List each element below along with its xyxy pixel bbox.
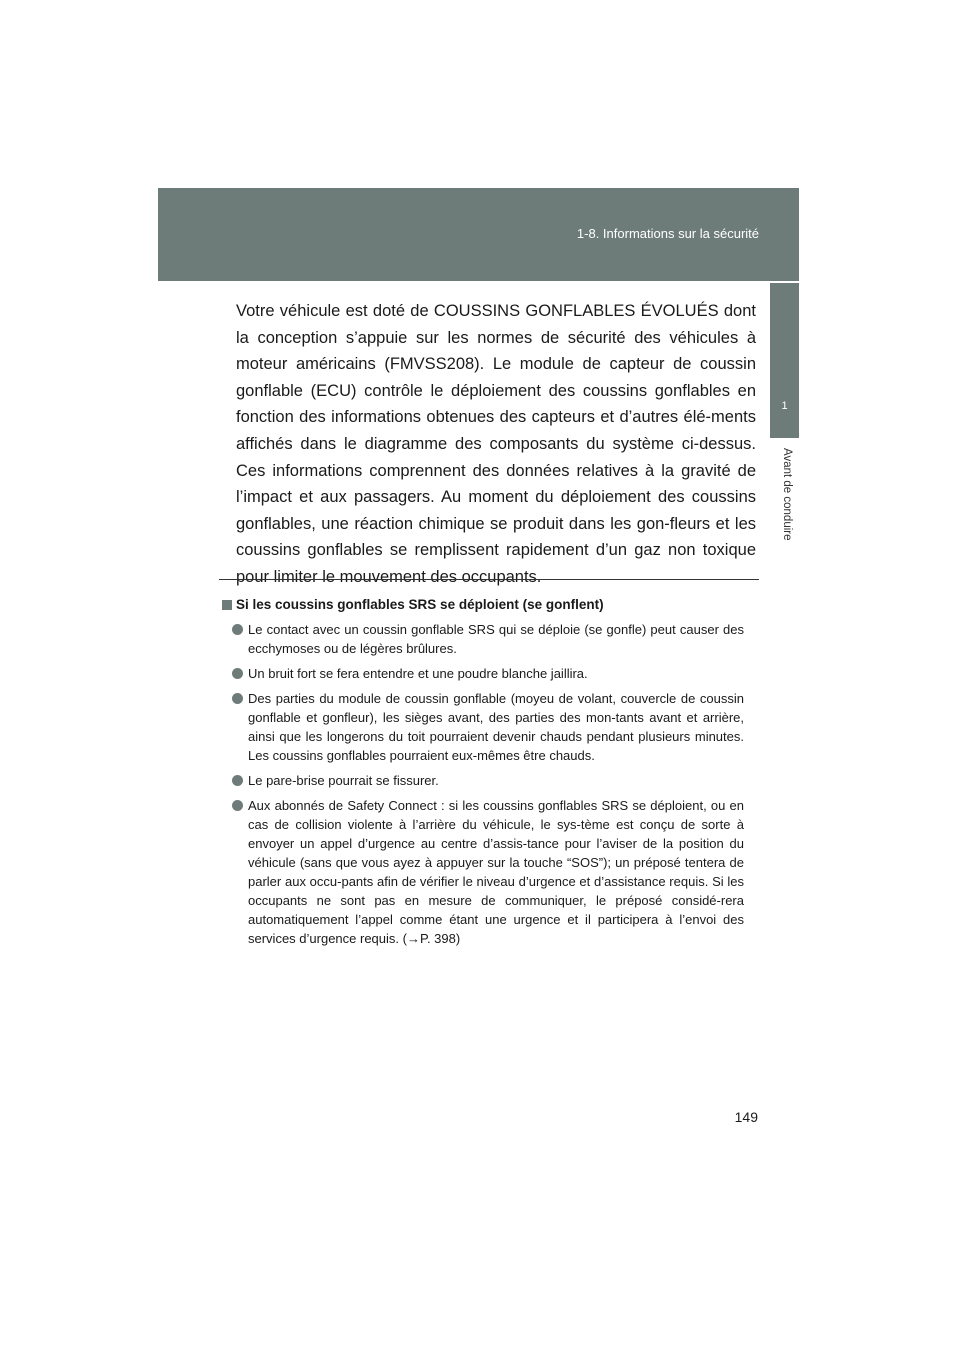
section-title: 1-8. Informations sur la sécurité xyxy=(576,226,759,241)
list-item-text: Des parties du module de coussin gonflable (moyeu de volant, couvercle de coussin gonflable et gonfleur), les sièges avant, des parties des mon-tants avant et arrière, ainsi que les longerons du toit pourraient devenir chauds pendant plusieurs minutes. Les coussins gonflables pourraient eux-mêmes être chauds. xyxy=(248,691,744,763)
header-band xyxy=(158,188,799,281)
circle-bullet-icon xyxy=(232,800,243,811)
list-item-text: Aux abonnés de Safety Connect : si les coussins gonflables SRS se déploient, ou en cas de collision violente à l’arrière du véhicule, le sys-tème est conçu de sorte à envoyer un appel d’urgence au centre d’assis-tance pour l’aviser de la position du véhicule (sans que vous ayez à appuyer sur la touche “SOS”); un préposé tentera de parler aux occu-pants afin de vérifier le niveau d’urgence et d’assistance requis. Si les occupants ne sont pas en mesure de communiquer, le préposé considé-rera automatiquement l’appel comme étant une urgence et il participera à l’envoi des services d’urgence requis. (→P. 398) xyxy=(248,798,744,946)
list-item-text: Le contact avec un coussin gonflable SRS qui se déploie (se gonfle) peut causer des ecchymoses ou de légères brûlures. xyxy=(248,622,744,656)
list-item xyxy=(222,664,744,683)
list-item-text: Le pare-brise pourrait se fissurer. xyxy=(248,773,439,788)
circle-bullet-icon xyxy=(232,668,243,679)
circle-bullet-icon xyxy=(232,775,243,786)
section-heading xyxy=(222,596,744,614)
circle-bullet-icon xyxy=(232,624,243,635)
page-number: 149 xyxy=(734,1109,758,1125)
list-item xyxy=(222,689,744,765)
list-item-text: Un bruit fort se fera entendre et une poudre blanche jaillira. xyxy=(248,666,588,681)
circle-bullet-icon xyxy=(232,693,243,704)
square-bullet-icon xyxy=(222,600,232,610)
list-item xyxy=(222,620,744,658)
chapter-number: 1 xyxy=(781,400,788,412)
list-item xyxy=(222,771,744,790)
section-divider xyxy=(219,579,759,580)
chapter-label: Avant de conduire xyxy=(781,448,793,541)
chapter-tab xyxy=(770,283,799,438)
airbag-deployment-section xyxy=(222,596,744,954)
list-item xyxy=(222,796,744,948)
intro-paragraph: Votre véhicule est doté de COUSSINS GONFLABLES ÉVOLUÉS dont la conception s’appuie sur les normes de sécurité des véhicules à moteur américains (FMVSS208). Le module de capteur de coussin gonflable (ECU) contrôle le déploiement des coussins gonflables en fonction des informations obtenues des capteurs et d’autres élé-ments affichés dans le diagramme des composants du système ci-dessus. Ces informations comprennent des données relatives à la gravité de l’impact et aux passagers. Au moment du déploiement des coussins gonflables, une réaction chimique se produit dans les gon-fleurs et les coussins gonflables se remplissent rapidement d’un gaz non toxique pour limiter le mouvement des occupants. xyxy=(236,302,756,586)
section-heading-text: Si les coussins gonflables SRS se déploient (se gonflent) xyxy=(236,597,604,612)
